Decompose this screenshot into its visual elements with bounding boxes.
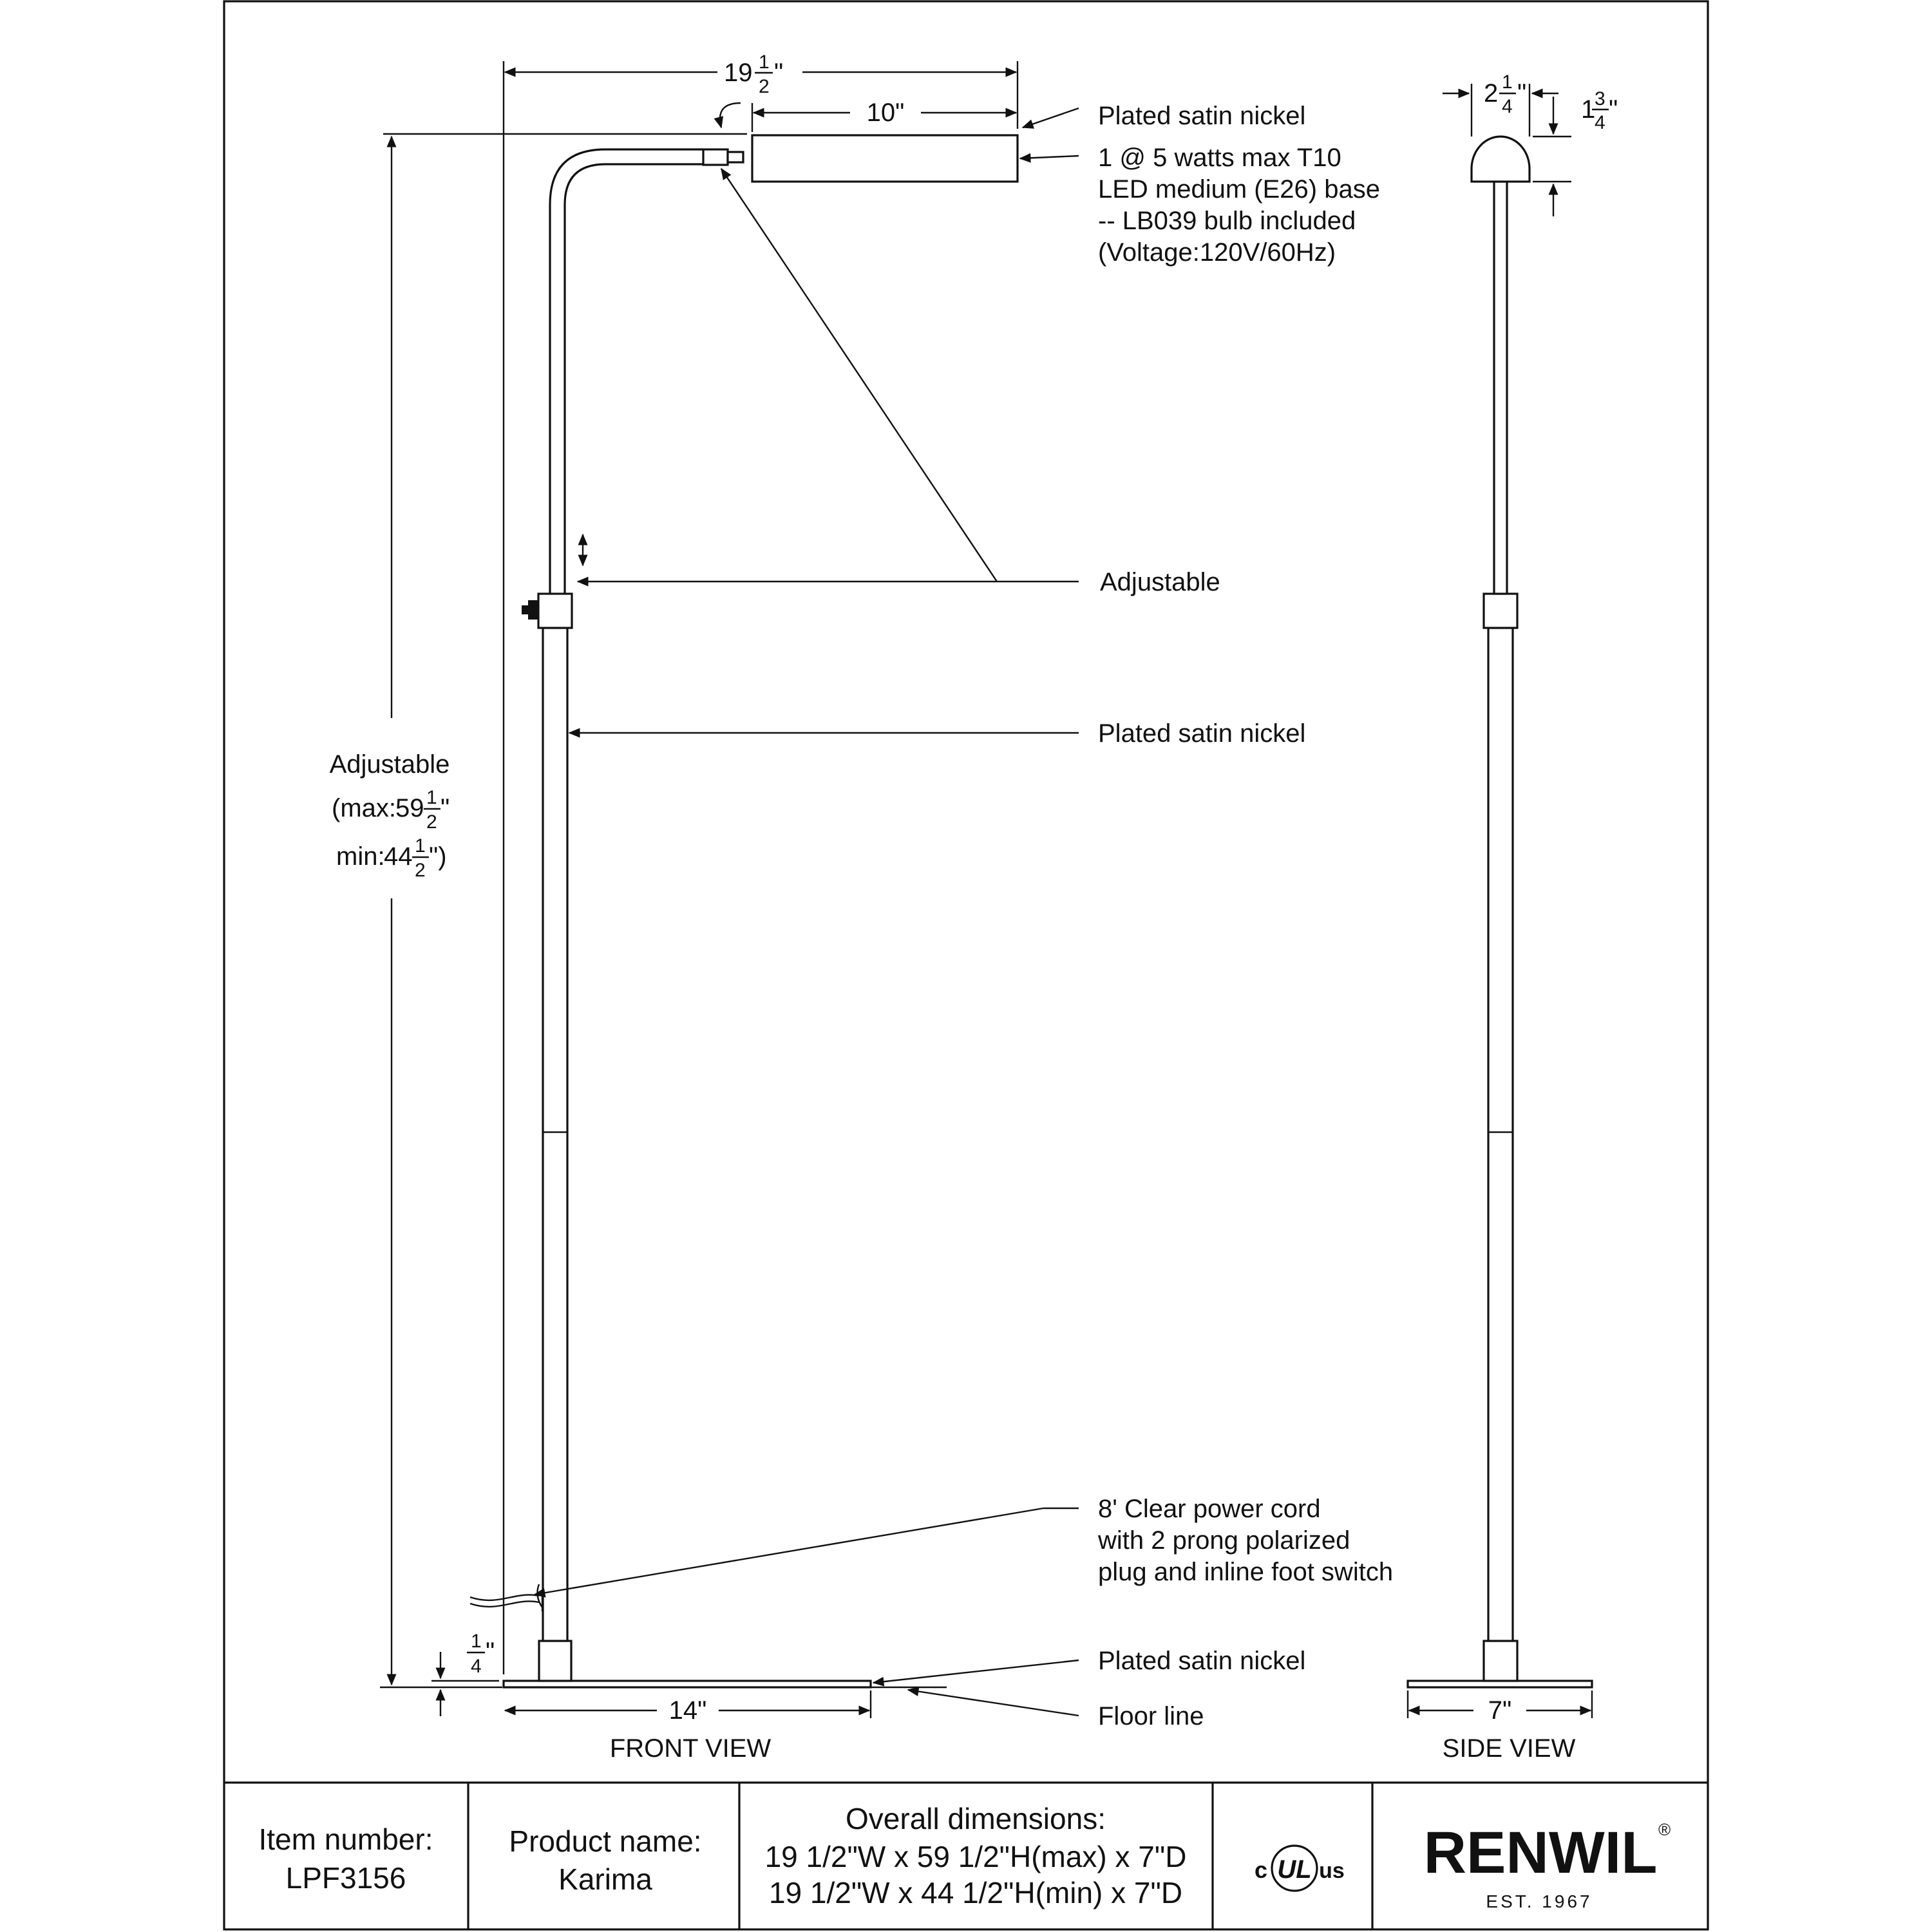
side-view-lamp (1408, 137, 1592, 1687)
overall-dimensions-label: Overall dimensions: (846, 1802, 1106, 1835)
front-dimensions (330, 52, 1018, 1725)
callout-bulb-line3: -- LB039 bulb included (1098, 207, 1356, 235)
height-note-line1: Adjustable (329, 750, 450, 779)
product-name-label: Product name: (509, 1824, 702, 1858)
height-max-num: 1 (426, 787, 437, 808)
height-min-suffix: ") (429, 842, 447, 871)
front-base-sleeve (539, 1641, 571, 1681)
overall-width-unit: " (774, 59, 784, 87)
side-shade-width-num: 1 (1502, 71, 1513, 93)
side-shade-height-whole: 1 (1581, 95, 1596, 124)
overall-dimensions-max: 19 1/2"W x 59 1/2"H(max) x 7"D (764, 1840, 1187, 1873)
side-shade (1472, 137, 1530, 182)
callout-bulb-line1: 1 @ 5 watts max T10 (1098, 144, 1341, 172)
callout-stem-finish: Plated satin nickel (1098, 719, 1306, 748)
brand-registered-mark: ® (1658, 1820, 1671, 1839)
side-shade-width-den: 4 (1502, 96, 1513, 117)
side-base-sleeve (1484, 1641, 1517, 1681)
height-min-whole: 44 (384, 842, 413, 871)
front-view-lamp (470, 135, 1018, 1687)
brand-established: EST. 1967 (1486, 1891, 1593, 1911)
front-lower-stem (543, 628, 567, 1641)
front-collar (538, 594, 572, 628)
callout-cord-line1: 8' Clear power cord (1098, 1495, 1321, 1523)
overall-dimensions-min: 19 1/2"W x 44 1/2"H(min) x 7"D (768, 1876, 1183, 1909)
product-name-value: Karima (558, 1862, 652, 1896)
side-shade-height-den: 4 (1595, 112, 1605, 133)
side-base-depth-dim: 7" (1488, 1696, 1512, 1725)
front-shade (752, 135, 1018, 182)
height-min-den: 2 (415, 860, 426, 881)
height-max-whole: 59 (395, 794, 424, 822)
height-max-den: 2 (426, 811, 437, 833)
side-shade-width-whole: 2 (1484, 79, 1499, 108)
item-number-value: LPF3156 (285, 1861, 406, 1895)
height-min-num: 1 (415, 835, 426, 857)
side-shade-height-num: 3 (1595, 88, 1605, 109)
side-shade-width-unit: " (1517, 79, 1527, 108)
overall-width-den: 2 (759, 76, 770, 97)
socket (703, 149, 728, 165)
base-thickness-num: 1 (471, 1631, 482, 1652)
base-thickness-unit: " (486, 1638, 495, 1666)
callout-cord-line2: with 2 prong polarized (1098, 1526, 1350, 1555)
front-view-label: FRONT VIEW (609, 1734, 772, 1763)
ul-c-mark: c (1254, 1857, 1268, 1883)
ul-mark: UL (1277, 1855, 1312, 1884)
callout-shade-finish: Plated satin nickel (1098, 102, 1306, 130)
adjust-knob (528, 600, 538, 620)
callout-bulb-line2: LED medium (E26) base (1098, 175, 1380, 204)
callout-base-finish: Plated satin nickel (1098, 1647, 1306, 1675)
side-collar (1484, 594, 1517, 628)
base-width-dim: 14" (668, 1696, 707, 1725)
rotation-arrow (720, 103, 741, 128)
front-upper-arm (550, 149, 703, 594)
ul-us-mark: us (1319, 1859, 1345, 1883)
brand-wordmark: RENWIL (1423, 1820, 1658, 1886)
side-lower-stem (1488, 628, 1513, 1641)
item-number-label: Item number: (258, 1823, 433, 1856)
base-thickness-den: 4 (471, 1656, 482, 1677)
callout-cord-line3: plug and inline foot switch (1098, 1558, 1394, 1586)
side-upper-stem (1494, 182, 1507, 594)
height-min-prefix: min: (336, 842, 385, 871)
side-shade-height-unit: " (1609, 95, 1618, 124)
shade-length-dim: 10" (866, 99, 905, 127)
ul-listed-icon (1255, 1846, 1345, 1891)
height-max-suffix: " (440, 794, 450, 822)
renwil-logo (1424, 1820, 1671, 1911)
callout-floor-line: Floor line (1098, 1702, 1204, 1730)
overall-width-whole: 19 (724, 59, 753, 87)
side-view-label: SIDE VIEW (1442, 1734, 1576, 1763)
title-block (259, 1802, 1671, 1911)
height-max-prefix: (max: (332, 794, 396, 822)
callout-adjustable: Adjustable (1100, 568, 1220, 596)
callout-bulb-line4: (Voltage:120V/60Hz) (1098, 238, 1336, 267)
callouts (535, 102, 1393, 1730)
overall-width-num: 1 (759, 52, 770, 73)
